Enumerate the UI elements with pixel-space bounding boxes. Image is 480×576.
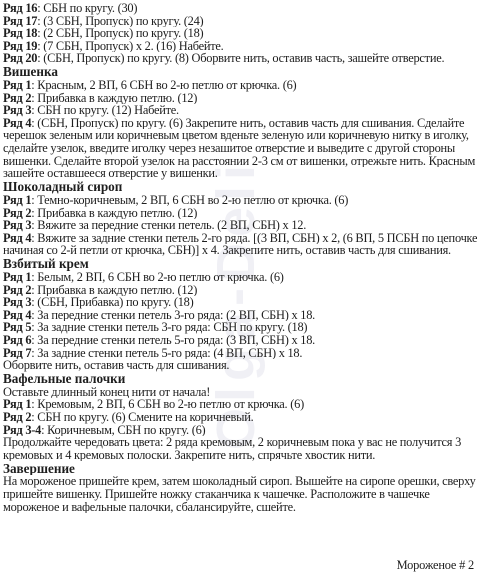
row-text: : Кремовым, 2 ВП, 6 СБН во 2-ю петлю от крючка. (6) (31, 398, 304, 411)
row-instruction (3, 321, 477, 334)
row-instruction (3, 79, 477, 92)
row-instruction (3, 296, 477, 309)
row-label: Ряд 5 (3, 321, 32, 334)
row-instruction (3, 40, 477, 53)
row-label: Ряд 3-4 (3, 423, 42, 437)
row-label: Ряд 17 (3, 14, 38, 28)
paragraph-line: начиная со 2-й петли от крючка, СБН)] х 4. Закрепите нить, оставив часть для сшивания. (3, 244, 451, 257)
row-instruction (3, 347, 477, 360)
row-instruction (3, 27, 477, 40)
row-label: Ряд 4 (3, 231, 32, 245)
paragraph-line: Оборвите нить, оставив часть для сшивания. (3, 359, 230, 372)
section-heading: Взбитый крем (3, 257, 89, 271)
paragraph-line: Оставьте длинный конец нити от начала! (3, 385, 211, 399)
paragraph-line: мороженое и вафельные палочки, сбалансируйте, сшейте. (3, 500, 296, 514)
row-instruction (3, 52, 477, 65)
row-text: : Прибавка в каждую петлю. (12) (31, 91, 198, 105)
section-heading: Завершение (3, 461, 75, 476)
row-label: Ряд 4 (3, 308, 32, 322)
row-instruction (3, 207, 477, 220)
row-instruction (3, 334, 477, 347)
row-label: Ряд 7 (3, 346, 32, 360)
row-text: : (СБН, Пропуск) по кругу. (6) Закрепите нить, оставив часть для сшивания. Сделайте (31, 116, 465, 130)
row-label: Ряд 3 (3, 104, 32, 117)
row-instruction (3, 309, 477, 322)
paragraph-line: пришейте вишенку. Пришейте ножку стаканчика к чашечке. Расположите в чашечке (3, 488, 430, 501)
row-text: : (СБН, Прибавка) по кругу. (18) (31, 296, 194, 309)
paragraph-line: На мороженое пришейте крем, затем шоколадный сироп. Вышейте на сиропе орешки, сверху (3, 475, 476, 489)
row-instruction (3, 271, 477, 284)
row-text: : Вяжите за задние стенки петель 2-го ряда. [(3 ВП, СБН) х 2, (6 ВП, 5 ПСБН по цепочке (31, 231, 477, 245)
row-instruction (3, 2, 477, 15)
row-text: : Прибавка в каждую петлю. (12) (31, 283, 198, 297)
row-label: Ряд 4 (3, 116, 32, 130)
row-instruction (3, 424, 477, 437)
row-text: : СБН по кругу. (30) (37, 2, 138, 15)
row-label: Ряд 1 (3, 398, 32, 411)
row-label: Ряд 1 (3, 193, 32, 207)
row-label: Ряд 6 (3, 333, 32, 347)
row-label: Ряд 2 (3, 411, 32, 424)
paragraph-line: кремовых и 4 кремовых полоски. Закрепите нить, спрячьте хвостик нити. (3, 448, 376, 462)
section-heading: Шоколадный сироп (3, 180, 123, 194)
row-text: : Вяжите за передние стенки петель. (2 ВП, СБН) х 12. (31, 219, 307, 232)
row-instruction (3, 104, 477, 117)
paragraph-line: вишенки. Сделайте второй узелок на расстоянии 2-3 см от вишенки, отрежьте нить. Красным (3, 154, 476, 168)
row-text: : СБН по кругу. (6) Смените на коричневый. (31, 411, 254, 424)
row-instruction (3, 232, 477, 245)
row-instruction (3, 194, 477, 207)
row-text: : Красным, 2 ВП, 6 СБН во 2-ю петлю от крючка. (6) (31, 79, 297, 92)
row-label: Ряд 2 (3, 206, 32, 220)
row-text: : Белым, 2 ВП, 6 СБН во 2-ю петлю от крючка. (6) (31, 270, 284, 284)
row-text: : За задние стенки петель 5-го ряда: (4 ВП, СБН) х 18. (31, 346, 303, 360)
row-label: Ряд 2 (3, 91, 32, 105)
paragraph-line: Продолжайте чередовать цвета: 2 ряда кремовым, 2 коричневым пока у вас не получится 3 (3, 436, 462, 449)
row-label: Ряд 16 (3, 2, 38, 15)
row-text: : Прибавка в каждую петлю. (12) (31, 206, 198, 220)
row-label: Ряд 3 (3, 296, 32, 309)
page-footer: Мороженое # 2 (396, 558, 474, 572)
row-instruction (3, 92, 477, 105)
row-text: : За задние стенки петель 3-го ряда: СБН по кругу. (18) (31, 321, 308, 334)
row-label: Ряд 1 (3, 79, 32, 92)
row-text: : Темно-коричневым, 2 ВП, 6 СБН во 2-ю петлю от крючка. (6) (31, 193, 349, 207)
row-instruction (3, 284, 477, 297)
document-body (3, 2, 477, 513)
row-label: Ряд 2 (3, 283, 32, 297)
section-heading: Вишенка (3, 65, 58, 80)
paragraph-line: черешок зеленым или коричневым цветом вденьте зеленую или коричневую нитку в иголку, (3, 129, 469, 143)
row-text: : СБН по кругу. (12) Набейте. (31, 104, 179, 117)
paragraph-line: сделайте узелок, введите иголку через незашитое отверстие и выведите с другой стороны (3, 142, 455, 155)
row-text: : За передние стенки петель 5-го ряда: (3 ВП, СБН) х 18. (31, 333, 315, 347)
row-text: : (7 СБН, Пропуск) х 2. (16) Набейте. (37, 39, 224, 53)
row-label: Ряд 19 (3, 39, 38, 53)
section-heading: Вафельные палочки (3, 372, 126, 386)
row-label: Ряд 18 (3, 27, 38, 40)
row-label: Ряд 3 (3, 219, 32, 232)
row-instruction (3, 15, 477, 28)
row-text: : (3 СБН, Пропуск) по кругу. (24) (37, 14, 204, 28)
watermark-text: Olga-Deli (206, 158, 266, 450)
row-text: : За передние стенки петель 3-го ряда: (2 ВП, СБН) х 18. (31, 308, 315, 322)
paragraph-line: зашейте оставшееся отверстие у вишенки. (3, 167, 218, 180)
row-instruction (3, 411, 477, 424)
row-text: : (СБН, Пропуск) по кругу. (8) Оборвите нить, оставив часть, зашейте отверстие. (37, 52, 445, 65)
row-instruction (3, 398, 477, 411)
row-label: Ряд 1 (3, 270, 32, 284)
row-instruction (3, 219, 477, 232)
row-text: : (2 СБН, Пропуск) по кругу. (18) (37, 27, 204, 40)
row-label: Ряд 20 (3, 52, 38, 65)
row-text: : Коричневым, СБН по кругу. (6) (41, 423, 206, 437)
row-instruction (3, 117, 477, 130)
